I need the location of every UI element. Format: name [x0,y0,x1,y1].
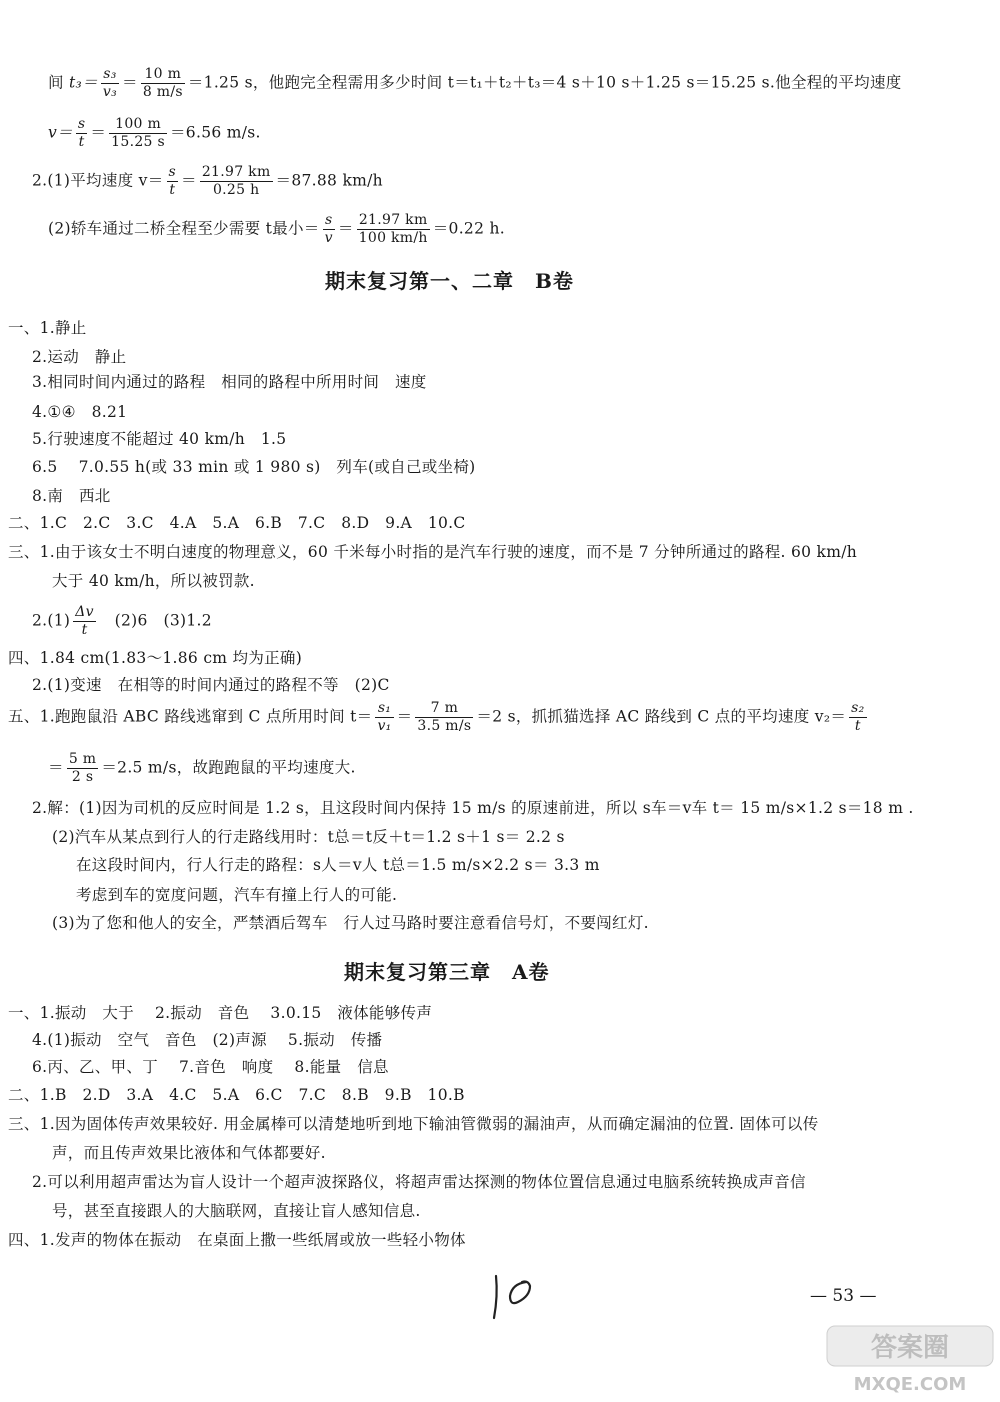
watermark-logo [825,1322,995,1398]
b-line: 4.①④ 8.21 [32,403,128,421]
b-line: 6.5 7.0.55 h(或 33 min 或 1 980 s) 列车(或自己或坐椅) [32,458,476,476]
page-number: — 53 — [810,1286,877,1306]
top-line-1: 间 t₃＝ $\frac{\text{s₃}}{\text{v₃}}$ ＝ $\frac{10 m}{8 m/s}$ ＝1.25 s，他跑完全程需用多少时间 t＝t₁＋t₂＋t₃＝4 s＋10 s＋1.25 s＝15.25 s.他全程的平均速度 [48,66,902,100]
b-q5b-line: ＝ $\frac{5 m}{2 s}$ ＝2.5 m/s，故跑跑鼠的平均速度大. [48,751,356,785]
b-line: 四、1.84 cm(1.83～1.86 cm 均为正确) [8,649,303,667]
b-line: 2.运动 静止 [32,348,127,366]
b-line: 5.行驶速度不能超过 40 km/h 1.5 [32,430,287,448]
top-line-2: v＝ $\frac{s}{t}$ ＝ $\frac{100 m}{15.25 s}$ ＝6.56 m/s. [48,116,261,150]
fraction: $\frac{s}{t}$ [168,164,177,198]
fraction: $\frac{\text{s₂}}{t}$ [851,700,865,734]
section-a-heading: 期末复习第三章 A卷 [344,960,550,984]
a-line: 2.可以利用超声雷达为盲人设计一个超声波探路仪，将超声雷达探测的物体位置信息通过电脑系统转换成声音信 [32,1173,806,1191]
a-line: 声，而且传声效果比液体和气体都要好. [52,1144,326,1162]
b-line: 二、1.C 2.C 3.C 4.A 5.A 6.B 7.C 8.D 9.A 10.C [8,514,466,532]
handwritten-mark [486,1266,546,1326]
a-line: 二、1.B 2.D 3.A 4.C 5.A 6.C 7.C 8.B 9.B 10.B [8,1086,465,1104]
b-q5-line: 五、1.跑跑鼠沿 ABC 路线逃窜到 C 点所用时间 t＝ $\frac{\text{s₁}}{\text{v₁}}$ ＝ $\frac{7 m}{3.5 m/s}$ ＝2 s，抓抓猫选择 AC 路线到 C 点的平均速度 v₂＝ $\frac{\text{s₂}}{t}$ [8,700,865,734]
b-line: 2.解：(1)因为司机的反应时间是 1.2 s，且这段时间内保持 15 m/s 的原速前进，所以 s车＝v车 t＝ 15 m/s×1.2 s＝18 m . [32,799,914,817]
b-line: 8.南 西北 [32,487,111,505]
fraction: $\frac{7 m}{3.5 m/s}$ [417,700,472,734]
fraction: $\frac{\text{s₃}}{\text{v₃}}$ [102,66,117,100]
b-line: (2)汽车从某点到行人的行走路线用时：t总＝t反＋t＝1.2 s＋1 s＝ 2.2 s [52,828,565,846]
a-line: 号，甚至直接跟人的大脑联网，直接让盲人感知信息. [52,1202,421,1220]
fraction: $\frac{10 m}{8 m/s}$ [142,66,183,100]
fraction: $\frac{\text{s₁}}{\text{v₁}}$ [377,700,392,734]
fraction: $\frac{100 m}{15.25 s}$ [111,116,165,150]
b-line: 在这段时间内，行人行走的路程：s人＝v人 t总＝1.5 m/s×2.2 s＝ 3.3 m [76,856,600,874]
svg-text:答案圈: 答案圈 [870,1333,950,1363]
top-line-3: 2.(1)平均速度 v＝ $\frac{s}{t}$ ＝ $\frac{21.97 km}{0.25 h}$ ＝87.88 km/h [32,164,383,198]
a-line: 一、1.振动 大于 2.振动 音色 3.0.15 液体能够传声 [8,1004,433,1022]
handwriting-svg [486,1266,546,1326]
b-line: 2.(1)变速 在相等的时间内通过的路程不等 (2)C [32,676,390,694]
watermark-svg [825,1322,995,1398]
top-line-4: (2)轿车通过二桥全程至少需要 t最小＝ $\frac{s}{v}$ ＝ $\frac{21.97 km}{100 km/h}$ ＝0.22 h. [48,212,505,246]
b-line: 大于 40 km/h，所以被罚款. [52,572,255,590]
fraction: $\frac{\Delta v}{t}$ [75,604,94,638]
b-line: 一、1.静止 [8,319,87,337]
fraction: $\frac{s}{v}$ [324,212,333,246]
fraction: $\frac{21.97 km}{0.25 h}$ [201,164,271,198]
a-line: 4.(1)振动 空气 音色 (2)声源 5.振动 传播 [32,1031,383,1049]
fraction: $\frac{21.97 km}{100 km/h}$ [358,212,428,246]
svg-text:MXQE.COM: MXQE.COM [853,1374,967,1395]
b-line: 考虑到车的宽度问题，汽车有撞上行人的可能. [76,886,398,904]
a-line: 6.丙、乙、甲、丁 7.音色 响度 8.能量 信息 [32,1058,389,1076]
section-b-heading: 期末复习第一、二章 B卷 [325,269,574,293]
fraction: $\frac{5 m}{2 s}$ [68,751,97,785]
a-line: 三、1.因为固体传声效果较好. 用金属棒可以清楚地听到地下输油管微弱的漏油声，从而确定漏油的位置. 固体可以传 [8,1115,819,1133]
b-line: 三、1.由于该女士不明白速度的物理意义，60 千米每小时指的是汽车行驶的速度，而不是 7 分钟所通过的路程. 60 km/h [8,543,858,561]
a-line: 四、1.发声的物体在振动 在桌面上撒一些纸屑或放一些轻小物体 [8,1231,466,1249]
b-line: 3.相同时间内通过的路程 相同的路程中所用时间 速度 [32,373,427,391]
b-q2-line: 2.(1) $\frac{\Delta v}{t}$ (2)6 (3)1.2 [32,604,212,638]
fraction: $\frac{s}{t}$ [77,116,86,150]
b-line: (3)为了您和他人的安全，严禁酒后驾车 行人过马路时要注意看信号灯，不要闯红灯. [52,914,649,932]
